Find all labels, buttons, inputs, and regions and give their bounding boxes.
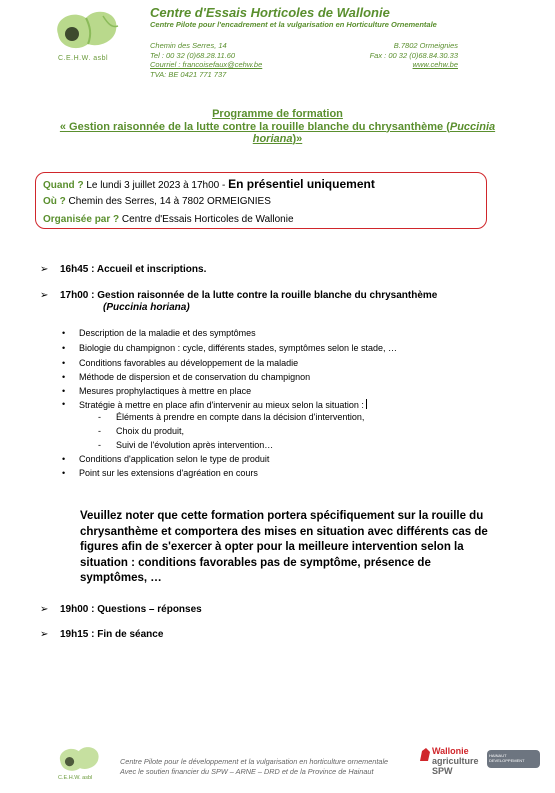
address: Chemin des Serres, 14 (150, 41, 227, 50)
vat-number: TVA: BE 0421 771 737 (150, 69, 227, 79)
wallonie-text: Wallonie (432, 746, 469, 756)
city: B.7802 Ormeignies (393, 41, 458, 50)
agenda-item-main: 17h00 : Gestion raisonnée de la lutte contre la rouille blanche du chrysanthème (60, 290, 438, 301)
where-label: Où ? (43, 196, 66, 207)
text-cursor (366, 399, 367, 409)
agenda-item-end: 19h15 : Fin de séance (60, 629, 164, 640)
program-subject-cont: horiana)» (252, 133, 303, 145)
agenda-item-questions: 19h00 : Questions – réponses (60, 604, 202, 615)
wallonie-logo (418, 745, 484, 785)
contact-left (150, 41, 262, 79)
arrow-icon: ➢ (40, 264, 49, 275)
agenda-item-welcome: 16h45 : Accueil et inscriptions. (60, 264, 207, 275)
program-subject: « Gestion raisonnée de la lutte contre la rouille blanche du chrysanthème (Puccinia (59, 120, 496, 133)
when-emphasis: En présentiel uniquement (228, 177, 375, 191)
footer-logo (52, 742, 108, 786)
leaf-logo-icon (52, 742, 108, 776)
spw-text: SPW (432, 766, 453, 776)
logo-text: C.E.H.W. asbl (58, 55, 109, 62)
hainaut-logo (487, 750, 540, 768)
organizer-label: Organisée par ? (43, 214, 120, 225)
footer-text (120, 757, 388, 777)
hainaut-text: HAINAUT DEVELOPPEMENT (489, 753, 525, 763)
organizer-line: Organisée par ? Centre d'Essais Horticoles de Wallonie (43, 214, 294, 225)
cehw-logo (48, 4, 128, 66)
note-paragraph: Veuillez noter que cette formation portera spécifiquement sur la rouille du chrysanthème et comportera des mises en situation avec différents cas de figures afin de s'exercer à opter pour la meilleure intervention selon la situation : conditions favorables pas de symptôme, présence de symptômes, … (80, 510, 488, 584)
agriculture-text: agriculture (432, 756, 479, 766)
footer-line2: Avec le soutien financier du SPW – ARNE – DRD et de la Province de Hainaut (120, 767, 374, 776)
when-line: Quand ? Le lundi 3 juillet 2023 à 17h00 - En présentiel uniquement (43, 177, 375, 191)
footer-line1: Centre Pilote pour le développement et la vulgarisation en horticulture ornementale (120, 757, 389, 766)
phone: Tel : 00 32 (0)68.28.11.60 (150, 50, 236, 60)
agenda-item-main-species: (Puccinia horiana) (103, 302, 190, 313)
program-title: Programme de formation (212, 108, 343, 120)
arrow-icon: ➢ (40, 629, 49, 640)
leaf-logo-icon (48, 4, 128, 56)
when-label: Quand ? (43, 180, 84, 191)
org-subtitle: Centre Pilote pour l'encadrement et la vulgarisation en Horticulture Ornementale (150, 20, 437, 29)
arrow-icon: ➢ (40, 290, 49, 301)
rooster-icon (418, 747, 432, 763)
org-title: Centre d'Essais Horticoles de Wallonie (150, 5, 390, 20)
contact-right (370, 41, 458, 70)
website-link[interactable]: www.cehw.be (412, 60, 458, 69)
fax: Fax : 00 32 (0)68.84.30.33 (369, 50, 458, 60)
email[interactable]: Courriel : francoisefaux@cehw.be (150, 60, 263, 69)
arrow-icon: ➢ (40, 604, 49, 615)
where-line: Où ? Chemin des Serres, 14 à 7802 ORMEIGNIES (43, 196, 271, 207)
program-title-block (0, 108, 555, 146)
footer-logo-text: C.E.H.W. asbl (58, 775, 93, 781)
